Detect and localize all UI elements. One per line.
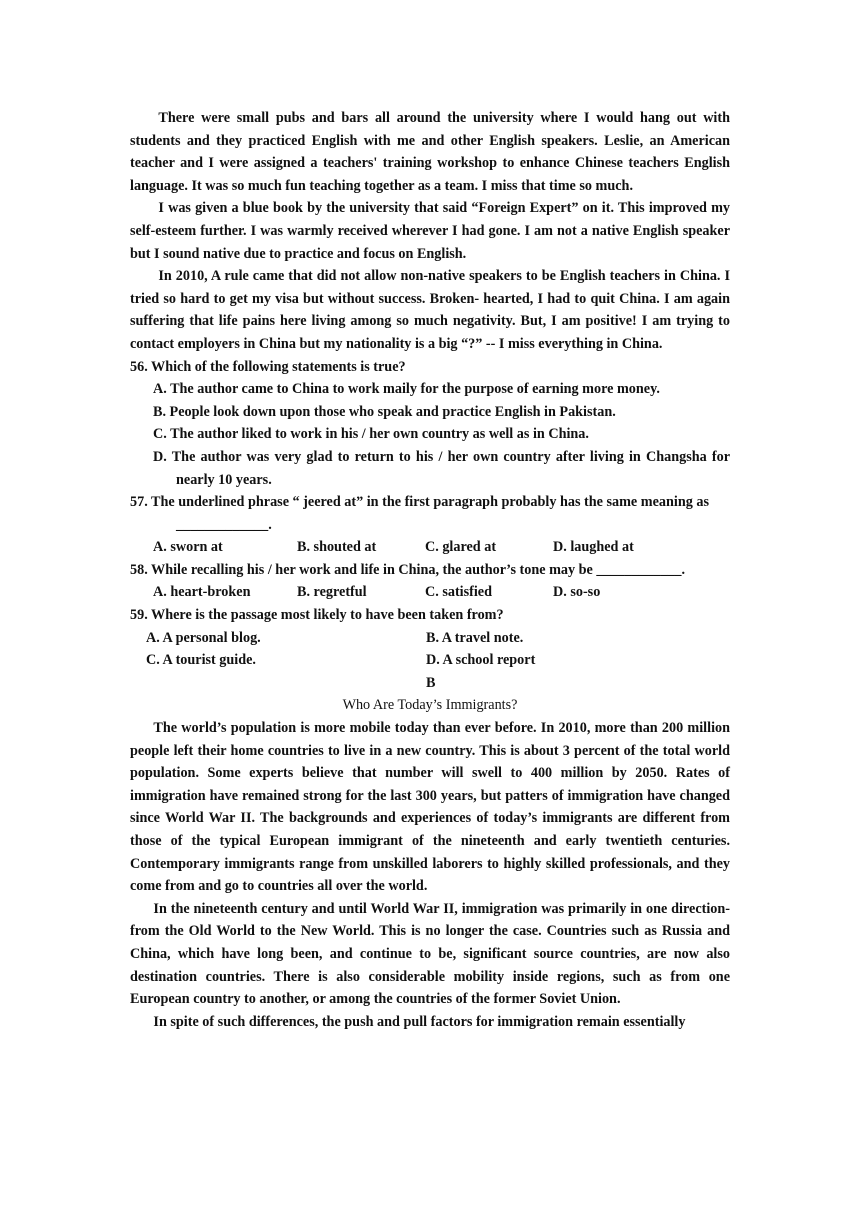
question-57-stem: 57. The underlined phrase “ jeered at” in the first paragraph probably has the same meaning as <box>130 494 709 511</box>
question-58-options <box>130 581 730 604</box>
question-56-option-d: D. The author was very glad to return to his / her own country after living in Changsha for nearly 10 years. <box>153 448 730 488</box>
passage-a-paragraph-1: There were small pubs and bars all around the university where I would hang out with students and they practiced English with me and other English speakers. Leslie, an American teacher and I were assigned a teachers' training workshop to enhance Chinese teachers English language. It was so much fun teaching together as a team. I miss that time so much. <box>130 110 730 194</box>
passage-a-paragraph-2: I was given a blue book by the university that said “Foreign Expert” on it. This improved my self-esteem further. I was warmly received wherever I had gone. I am not a native English speaker but I sound native due to practice and focus on English. <box>130 200 730 262</box>
passage-b-paragraph-2: In the nineteenth century and until World War II, immigration was primarily in one direction- from the Old World to the New World. This is no longer the case. Countries such as Russia and China, which have long been, and continue to be, significant source countries, are now also destination countries. There is also considerable mobility inside regions, such as from one European country to another, or among the countries of the former Soviet Union. <box>130 900 730 1008</box>
question-58-option-d: D. so-so <box>553 584 601 601</box>
question-59-option-d: D. A school report <box>426 652 536 669</box>
question-58-option-b: B. regretful <box>297 584 367 601</box>
passage-b-paragraph-3: In spite of such differences, the push and pull factors for immigration remain essentially <box>153 1013 686 1030</box>
question-58-stem: 58. While recalling his / her work and life in China, the author’s tone may be ____________. <box>130 561 686 578</box>
question-59-options-row-1 <box>130 627 730 650</box>
question-57-option-c: C. glared at <box>425 539 497 556</box>
passage-a-paragraph-3: In 2010, A rule came that did not allow non-native speakers to be English teachers in China. I tried so hard to get my visa but without success. Broken- hearted, I had to quit China. I am again suffering that life pains here living among so much negativity. But, I am positive! I am trying to contact employers in China but my nationality is a big “?” -- I miss everything in China. <box>130 268 730 352</box>
passage-b-paragraph-1: The world’s population is more mobile today than ever before. In 2010, more than 200 million people left their home countries to live in a new country. This is about 3 percent of the total world population. Some experts believe that number will swell to 400 million by 2050. Rates of immigration have remained strong for the last 300 years, but patters of immigration have changed since World War II. The backgrounds and experiences of today’s immigrants are different from those of the typical European immigrant of the nineteenth and early twentieth centuries. Contemporary immigrants range from unskilled laborers to highly skilled professionals, and they come from and go to countries all over the world. <box>130 720 730 895</box>
question-56-stem: 56. Which of the following statements is true? <box>130 358 406 375</box>
question-56-option-c: C. The author liked to work in his / her own country as well as in China. <box>153 426 589 443</box>
question-59-stem: 59. Where is the passage most likely to have been taken from? <box>130 607 504 624</box>
question-56-option-b: B. People look down upon those who speak and practice English in Pakistan. <box>153 403 616 420</box>
question-59-options-row-2 <box>130 649 730 672</box>
question-57-option-a: A. sworn at <box>153 539 223 556</box>
question-57-options <box>130 536 730 559</box>
question-59-option-a: A. A personal blog. <box>146 629 261 646</box>
question-59-option-b: B. A travel note. <box>426 629 524 646</box>
section-letter: B <box>426 674 436 691</box>
question-58-option-a: A. heart-broken <box>153 584 251 601</box>
question-58-option-c: C. satisfied <box>425 584 492 601</box>
question-57-blank: _____________. <box>176 516 272 533</box>
passage-b-title: Who Are Today’s Immigrants? <box>342 697 518 714</box>
question-59-option-c: C. A tourist guide. <box>146 652 256 669</box>
question-57-option-d: D. laughed at <box>553 539 634 556</box>
question-57-option-b: B. shouted at <box>297 539 377 556</box>
document-page <box>130 107 730 1033</box>
question-56-option-a: A. The author came to China to work maily for the purpose of earning more money. <box>153 381 660 398</box>
